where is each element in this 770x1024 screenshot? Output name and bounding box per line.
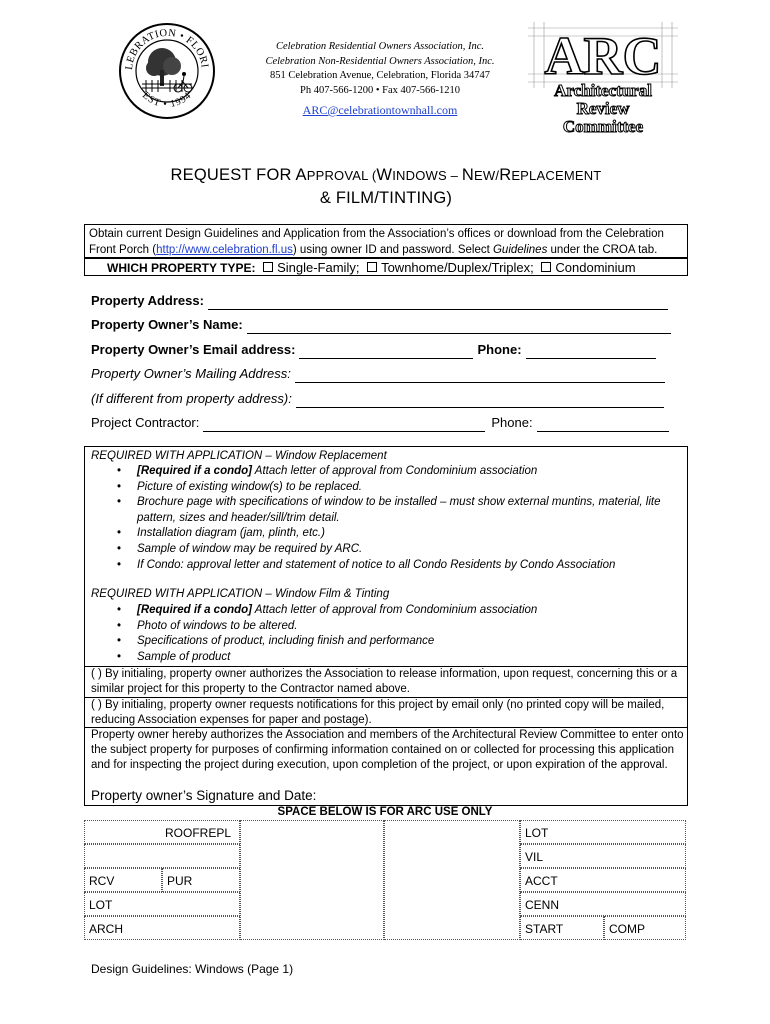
arch-cell[interactable]: ARCH (84, 916, 240, 940)
authorization-statement: Property owner hereby authorizes the Association and members of the Architectural Review Committee to enter onto the subject property for purposes of confirming information contained on or collected for processing this application and for inspecting the project during execution, upon completion of the project, or upon expiration of the approval. (91, 729, 684, 771)
alt-address-line[interactable] (296, 393, 664, 408)
arc-stamp-area-left[interactable] (240, 820, 384, 940)
association-name-residential: Celebration Residential Owners Association, Inc. (275, 41, 485, 52)
window-film-list (115, 603, 685, 665)
owner-email-line[interactable] (299, 344, 473, 359)
owner-signature-field[interactable]: Property owner’s Signature and Date: (91, 788, 317, 803)
lot-left-cell[interactable]: LOT (84, 892, 240, 916)
form-title-line1: REQUEST FOR APPROVAL (WINDOWS – NEW/REPLACEMENT (170, 166, 602, 184)
property-address-field (91, 292, 679, 310)
requirement-item: • Brochure page with specifications of window to be installed – must show external muntins, material, lite pattern, sizes and header/sill/trim detail. (115, 495, 685, 526)
release-info-initial-statement[interactable]: ( ) By initialing, property owner authorizes the Association to release information, upon request, concerning this or a similar project for this property to the Contractor named above. (91, 668, 678, 695)
requirement-item: • Sample of product (115, 650, 685, 666)
seal-text-top: LEBRATION • FLORI (123, 27, 210, 71)
owner-name-field (91, 316, 679, 334)
blank-cell[interactable] (84, 844, 240, 868)
arc-stamp-area-right[interactable] (384, 820, 520, 940)
condominium-label: Condominium (555, 260, 636, 275)
window-replacement-heading: REQUIRED WITH APPLICATION – Window Replacement (91, 450, 387, 462)
association-name-nonresidential: Celebration Non-Residential Owners Association, Inc. (265, 55, 495, 67)
property-address-label: Property Address: (91, 293, 204, 308)
mailing-address-field (91, 365, 679, 383)
alt-address-field (91, 390, 679, 408)
arc-logo-line2: Review (576, 99, 630, 118)
owner-phone-line[interactable] (526, 344, 656, 359)
association-address: 851 Celebration Avenue, Celebration, Florida 34747 (270, 70, 490, 81)
owner-email-label: Property Owner’s Email address: (91, 342, 296, 357)
lot-right-cell[interactable]: LOT (520, 820, 686, 844)
owner-email-field (91, 341, 679, 359)
seal-text-bottom: EST • 1994 (140, 89, 194, 111)
page-footer: Design Guidelines: Windows (Page 1) (91, 962, 294, 976)
requirement-item: • Photo of windows to be altered. (115, 619, 685, 635)
association-contact-block (250, 40, 510, 120)
requirement-item: • Specifications of product, including finish and performance (115, 634, 685, 650)
window-film-heading: REQUIRED WITH APPLICATION – Window Film & Tinting (91, 588, 390, 600)
email-notify-initial-statement[interactable]: ( ) By initialing, property owner requests notifications for this project by email only (no printed copy will be mailed, reducing Association expenses for paper and postage). (91, 699, 665, 726)
contractor-field (91, 414, 679, 432)
acct-cell[interactable]: ACCT (520, 868, 686, 892)
rcv-cell[interactable]: RCV (84, 868, 162, 892)
comp-cell[interactable]: COMP (604, 916, 686, 940)
condominium-checkbox[interactable] (541, 262, 551, 272)
roofrepl-cell[interactable]: ROOFREPL (84, 820, 240, 844)
celebration-seal-logo (118, 22, 216, 120)
front-porch-link[interactable]: http://www.celebration.fl.us (156, 243, 293, 256)
property-type-label: WHICH PROPERTY TYPE: (107, 261, 256, 275)
requirement-item: • Installation diagram (jam, plinth, etc.) (115, 526, 685, 542)
alt-address-label: (If different from property address): (91, 391, 292, 406)
vil-cell[interactable]: VIL (520, 844, 686, 868)
property-type-row (85, 257, 687, 277)
townhome-checkbox[interactable] (367, 262, 377, 272)
property-address-line[interactable] (208, 295, 668, 310)
cenn-cell[interactable]: CENN (520, 892, 686, 916)
requirement-item: • Picture of existing window(s) to be replaced. (115, 480, 685, 496)
townhome-label: Townhome/Duplex/Triplex; (381, 260, 534, 275)
single-family-label: Single-Family; (277, 260, 360, 275)
requirement-item: • [Required if a condo] Attach letter of approval from Condominium association (115, 603, 685, 619)
single-family-checkbox[interactable] (263, 262, 273, 272)
contractor-phone-line[interactable] (537, 417, 669, 432)
instructions-text: Obtain current Design Guidelines and Application from the Association’s offices or download from the Celebration Front Porch (http://www.celebration.fl.us) using owner ID and password. Select Guidelines under the CROA tab. (89, 228, 664, 256)
requirement-item: • [Required if a condo] Attach letter of approval from Condominium association (115, 464, 685, 480)
arc-logo-line1: Architectural (554, 81, 652, 100)
owner-phone-label: Phone: (477, 342, 522, 357)
arc-use-only-heading: SPACE BELOW IS FOR ARC USE ONLY (277, 806, 493, 818)
contractor-line[interactable] (203, 417, 485, 432)
mailing-address-line[interactable] (295, 368, 665, 383)
arc-logo-letters: ARC (544, 26, 662, 86)
contractor-phone-label: Phone: (491, 415, 533, 430)
form-title-line2: & FILM/TINTING) (319, 189, 453, 207)
association-email-link[interactable]: ARC@celebrationtownhall.com (302, 103, 458, 117)
pur-cell[interactable]: PUR (162, 868, 240, 892)
owner-name-label: Property Owner’s Name: (91, 317, 243, 332)
owner-name-line[interactable] (247, 319, 671, 334)
start-cell[interactable]: START (520, 916, 604, 940)
contractor-label: Project Contractor: (91, 415, 200, 430)
requirements-box (84, 446, 688, 806)
arc-committee-logo (528, 22, 678, 138)
form-title (80, 164, 692, 209)
mailing-address-label: Property Owner’s Mailing Address: (91, 366, 291, 381)
window-replacement-list (115, 464, 685, 573)
requirement-item: • Sample of window may be required by ARC. (115, 542, 685, 558)
requirement-item: • If Condo: approval letter and statement of notice to all Condo Residents by Condo Association (115, 558, 685, 574)
association-phone-fax: Ph 407-566-1200 • Fax 407-566-1210 (299, 84, 460, 96)
instructions-box (84, 224, 688, 276)
arc-logo-line3: Committee (562, 117, 644, 136)
